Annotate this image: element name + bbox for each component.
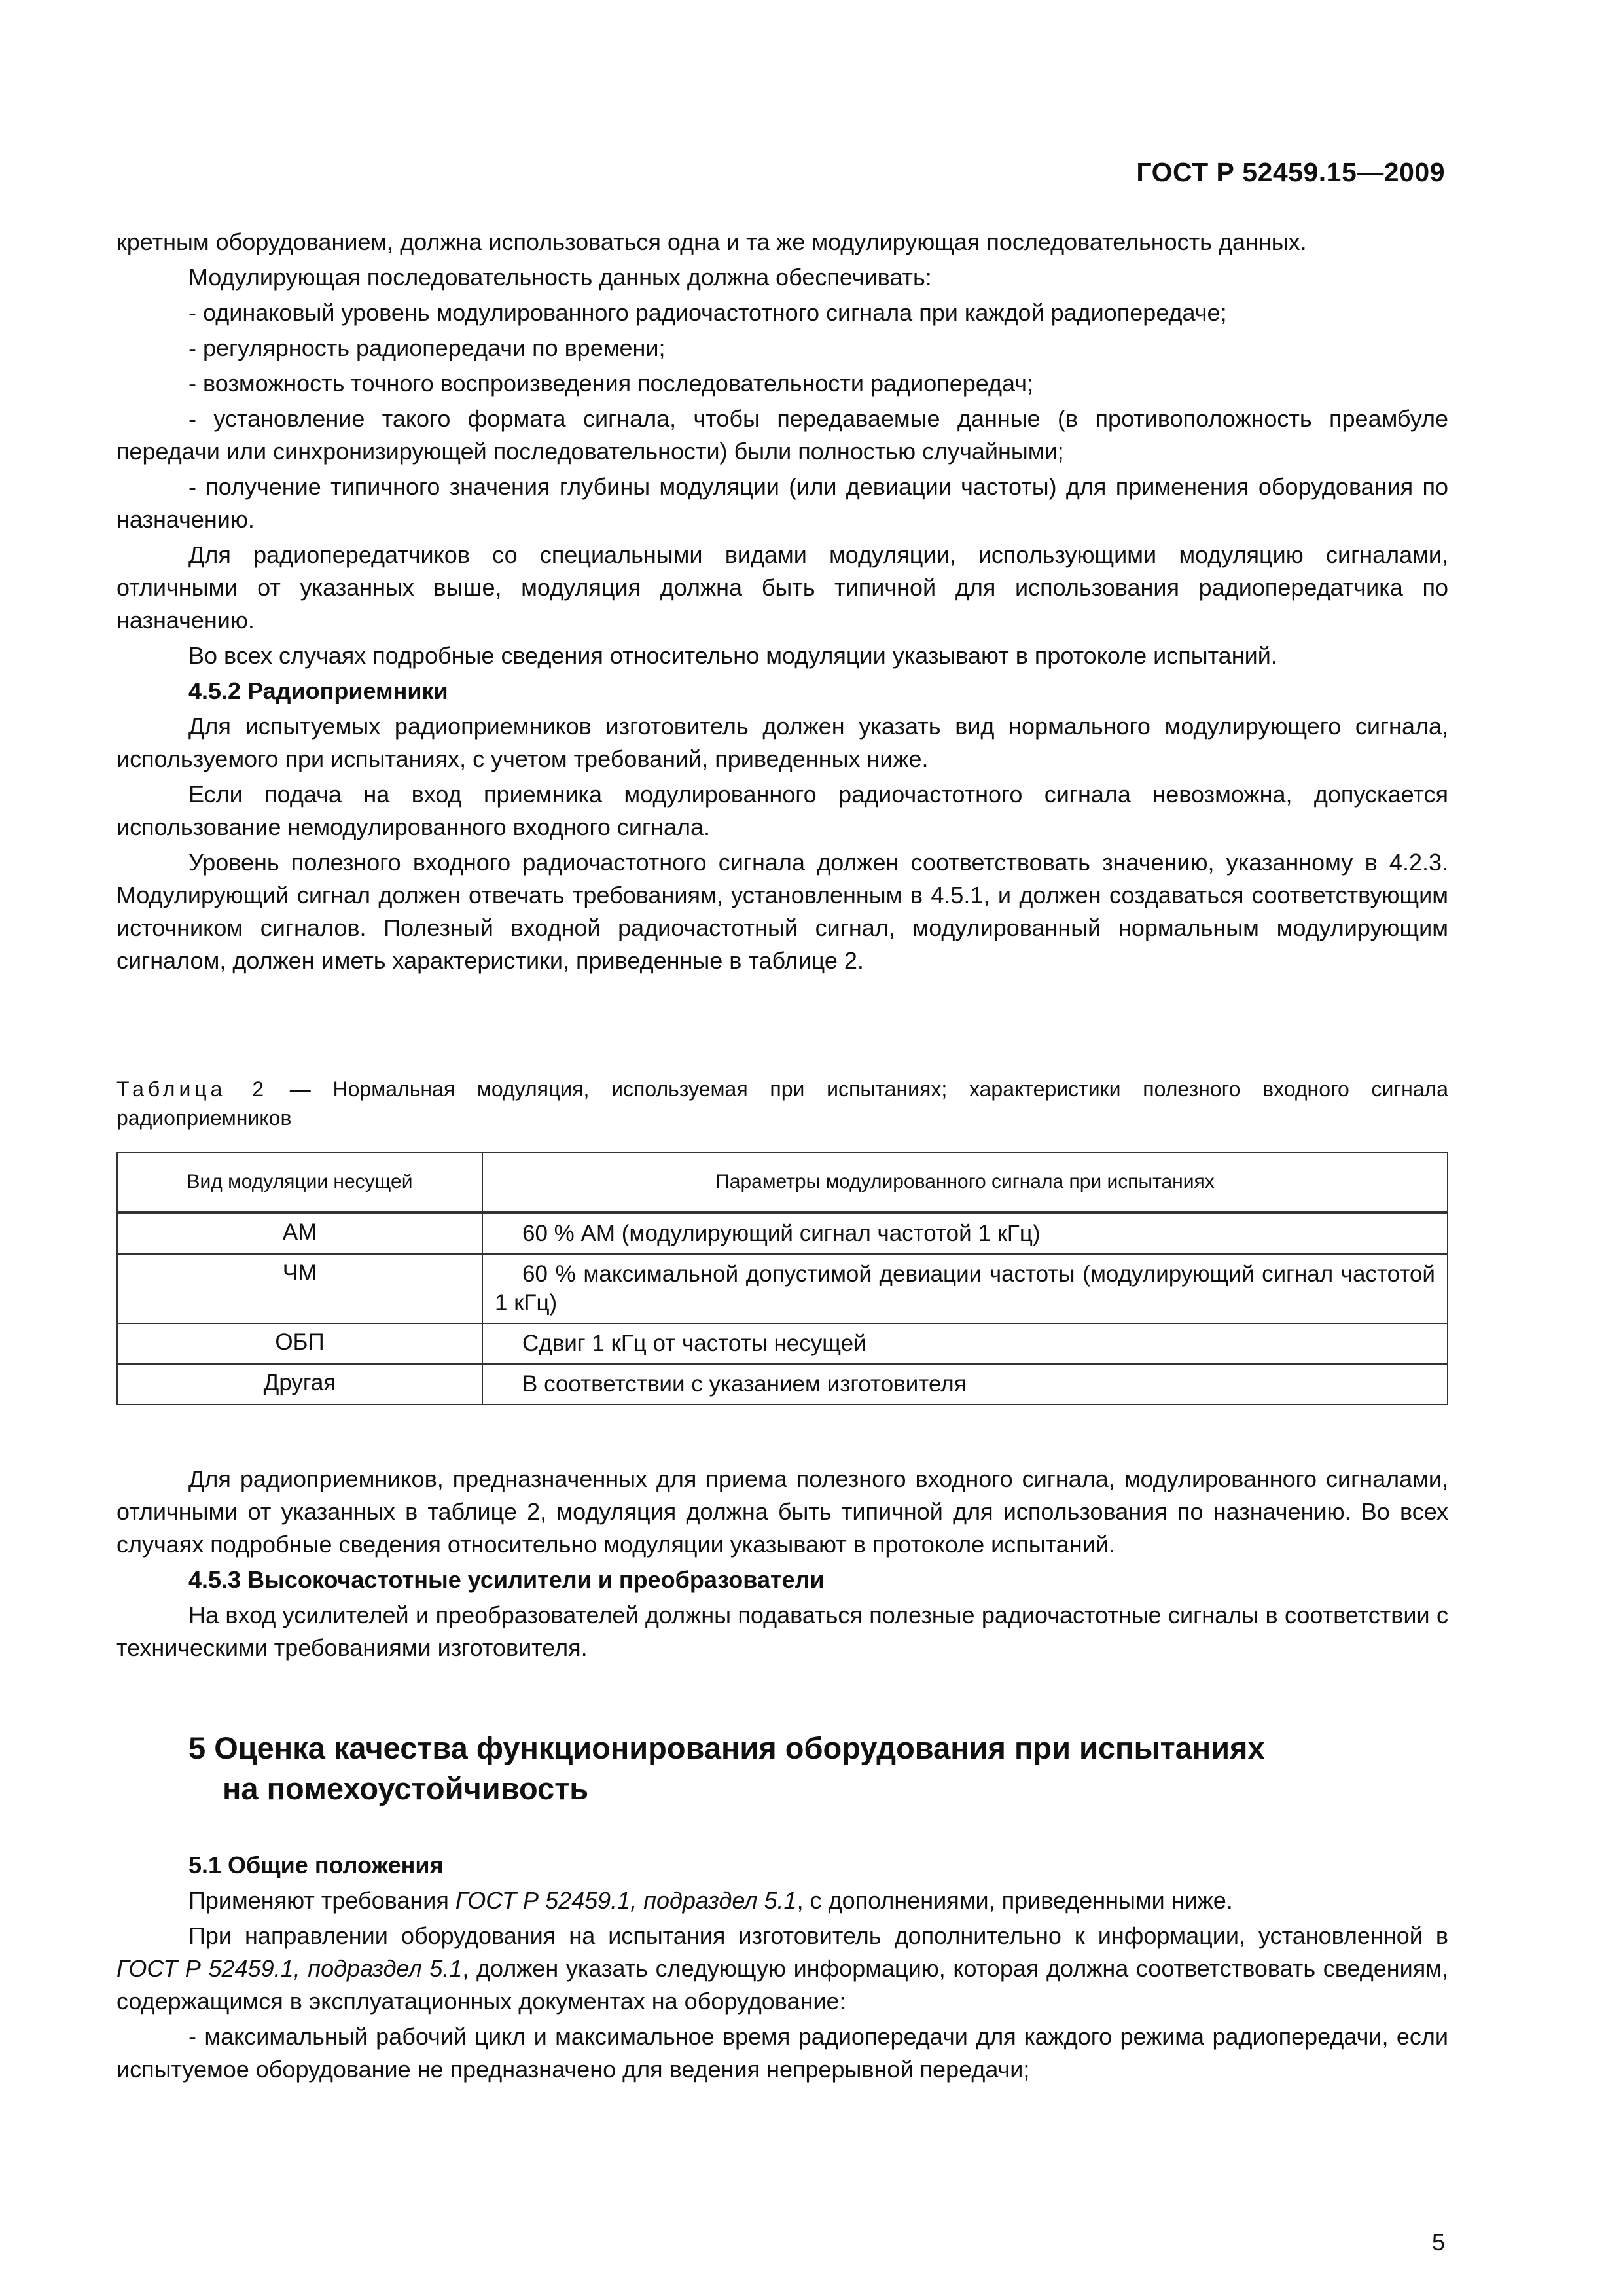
body-text-section-5 — [116, 1849, 1448, 2089]
section-heading — [188, 1728, 1432, 1809]
table-cell: АМ — [117, 1213, 482, 1255]
table-cell: Другая — [117, 1364, 482, 1405]
section-heading-line: на помехоустойчивость — [223, 1771, 589, 1806]
text-run: , с дополнениями, приведенными ниже. — [796, 1887, 1233, 1914]
table-cell: ОБП — [117, 1323, 482, 1364]
table-caption-label: Таблица 2 — [116, 1077, 268, 1101]
text-run: , должен указать следующую информацию, которая должна соответствовать сведениям, содержащимся в эксплуатационных документах на оборудование: — [116, 1955, 1448, 2015]
paragraph: На вход усилителей и преобразователей должны подаваться полезные радиочастотные сигналы в соответствии с техническими требованиями изготовителя. — [116, 1602, 1448, 1661]
list-item: - максимальный рабочий цикл и максимальное время радиопередачи для каждого режима радиопередачи, если испытуемое оборудование не предназначено для ведения непрерывной передачи; — [116, 2023, 1448, 2083]
table-header-row — [117, 1153, 1448, 1213]
paragraph: Для радиопередатчиков со специальными видами модуляции, использующими модуляцию сигналами, отличными от указанных выше, модуляция должна быть типичной для использования радиопередатчика по назначению. — [116, 541, 1448, 634]
table-row — [117, 1213, 1448, 1255]
paragraph: Если подача на вход приемника модулированного радиочастотного сигнала невозможна, допускается использование немодулированного входного сигнала. — [116, 781, 1448, 840]
table-cell: 60 % АМ (модулирующий сигнал частотой 1 кГц) — [482, 1213, 1448, 1255]
body-text-after-table — [116, 1463, 1448, 1667]
table-row — [117, 1254, 1448, 1323]
list-item: - возможность точного воспроизведения последовательности радиопередач; — [188, 370, 1033, 397]
standard-reference: ГОСТ Р 52459.1, подраздел 5.1 — [116, 1955, 463, 1982]
modulation-table — [116, 1152, 1448, 1405]
body-text-top — [116, 226, 1448, 980]
table-cell: Сдвиг 1 кГц от частоты несущей — [482, 1323, 1448, 1364]
paragraph — [116, 1920, 1448, 2018]
paragraph: Модулирующая последовательность данных должна обеспечивать: — [188, 264, 932, 291]
table-cell: В соответствии с указанием изготовителя — [482, 1364, 1448, 1405]
text-run: Применяют требования — [188, 1887, 455, 1914]
table-cell: 60 % максимальной допустимой девиации частоты (модулирующий сигнал частотой 1 кГц) — [482, 1254, 1448, 1323]
list-item: - получение типичного значения глубины модуляции (или девиации частоты) для применения оборудования по назначению. — [116, 473, 1448, 533]
list-item: - установление такого формата сигнала, чтобы передаваемые данные (в противоположность преамбуле передачи или синхронизирующей последовательности) были полностью случайными; — [116, 405, 1448, 465]
paragraph: Во всех случаях подробные сведения относительно модуляции указывают в протоколе испытаний. — [188, 642, 1277, 669]
subsection-heading: 4.5.2 Радиоприемники — [188, 677, 448, 704]
text-run: При направлении оборудования на испытания изготовитель дополнительно к информации, установленной в — [188, 1922, 1448, 1949]
list-item: - одинаковый уровень модулированного радиочастотного сигнала при каждой радиопередаче; — [188, 299, 1227, 326]
section-heading-line: 5 Оценка качества функционирования оборудования при испытаниях — [188, 1731, 1265, 1765]
paragraph: Уровень полезного входного радиочастотного сигнала должен соответствовать значению, указанному в 4.2.3. Модулирующий сигнал должен отвечать требованиям, установленным в 4.5.1, и должен создаваться соответствующим источником сигналов. Полезный входной радиочастотный сигнал, модулированный нормальным модулирующим сигналом, должен иметь характеристики, приведенные в таблице 2. — [116, 849, 1448, 974]
column-header: Вид модуляции несущей — [117, 1153, 482, 1213]
paragraph — [116, 1884, 1448, 1917]
paragraph: Для испытуемых радиоприемников изготовитель должен указать вид нормального модулирующего сигнала, используемого при испытаниях, с учетом требований, приведенных ниже. — [116, 713, 1448, 772]
subsection-heading: 5.1 Общие положения — [188, 1852, 444, 1878]
paragraph: кретным оборудованием, должна использоваться одна и та же модулирующая последовательность данных. — [116, 228, 1307, 255]
table-row — [117, 1364, 1448, 1405]
page-number: 5 — [1431, 2229, 1445, 2255]
document-header: ГОСТ Р 52459.15—2009 — [1136, 157, 1445, 187]
standard-reference: ГОСТ Р 52459.1, подраздел 5.1 — [455, 1887, 797, 1914]
table-cell: ЧМ — [117, 1254, 482, 1323]
subsection-heading: 4.5.3 Высокочастотные усилители и преобразователи — [188, 1566, 825, 1593]
column-header: Параметры модулированного сигнала при испытаниях — [482, 1153, 1448, 1213]
paragraph: Для радиоприемников, предназначенных для приема полезного входного сигнала, модулированного сигналами, отличными от указанных в таблице 2, модуляция должна быть типичной для использования по назначению. Во всех случаях подробные сведения относительно модуляции указывают в протоколе испытаний. — [116, 1465, 1448, 1558]
list-item: - регулярность радиопередачи по времени; — [188, 334, 666, 361]
table-caption — [116, 1075, 1448, 1132]
table-row — [117, 1323, 1448, 1364]
table-caption-text: — Нормальная модуляция, используемая при испытаниях; характеристики полезного входного сигнала радиоприемников — [116, 1077, 1448, 1130]
